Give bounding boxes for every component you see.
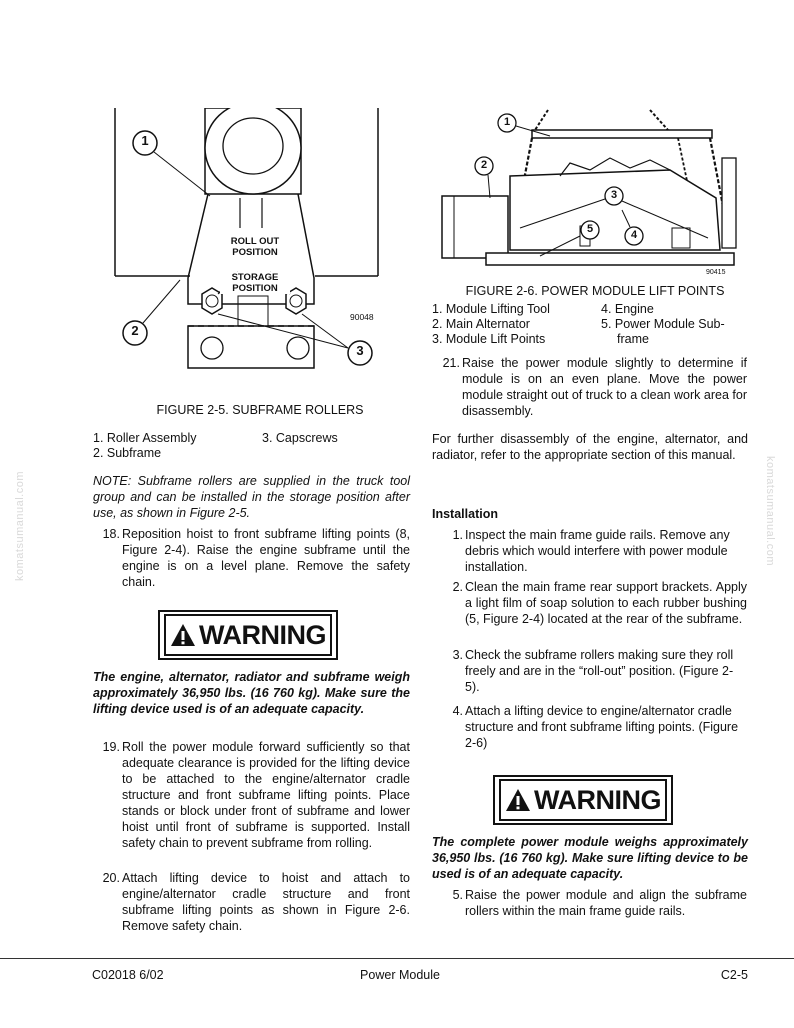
step-text: Reposition hoist to front subframe lifting points (8, Figure 2-4). Raise the engine subframe until the engine is on a level plane. Remove the safety chain. (122, 527, 410, 589)
installation-step-4 (452, 703, 747, 751)
step-number: 1. (452, 528, 463, 542)
step-text: Raise the power module and align the subframe rollers within the main frame guide rails. (465, 888, 747, 918)
warning-triangle-icon (505, 788, 531, 812)
figure-code: 90415 (706, 269, 726, 276)
step-18 (102, 526, 410, 590)
watermark-right: komatsumanual.com (764, 456, 776, 566)
step-text: Attach a lifting device to engine/alternator cradle structure and front subframe lifting points. (Figure 2-6) (465, 704, 739, 750)
step-19 (102, 739, 410, 851)
step-21 (442, 355, 747, 419)
step-number: 4. (452, 704, 463, 718)
note-subframe-rollers: NOTE: Subframe rollers are supplied in the truck tool group and can be installed in the storage position after use, as shown in Figure 2-5. (93, 474, 410, 520)
roll-out-position-label: POSITION (220, 247, 290, 258)
installation-step-3 (452, 647, 747, 695)
power-module-lift-illustration (440, 108, 750, 280)
step-text: Check the subframe rollers making sure they roll freely and are in the “roll-out” position. (Figure 2-5). (465, 648, 734, 694)
figure-2-6-legend-item-2: 2. Main Alternator (432, 317, 530, 331)
footer-page-number: C2-5 (720, 968, 748, 982)
watermark-left: komatsumanual.com (14, 471, 26, 581)
storage-position-label: POSITION (220, 283, 290, 294)
figure-2-5-legend-item-2: 2. Subframe (93, 446, 162, 460)
installation-step-1 (452, 527, 747, 575)
callout-3: 3 (610, 189, 618, 201)
installation-heading: Installation (432, 507, 498, 521)
step-text: Inspect the main frame guide rails. Remove any debris which would interfere with power module installation. (465, 528, 730, 574)
warning-label: WARNING (534, 784, 661, 815)
footer-section-title: Power Module (360, 968, 440, 982)
figure-2-5-legend-item-3: 3. Capscrews (262, 431, 338, 445)
figure-2-6 (440, 108, 750, 280)
step-text: Roll the power module forward sufficiently so that adequate clearance is provided for the lifting device to be attached to the engine/alternator cradle structure and front subframe lifting points. Place stands or block under front of subframe and lower hoist until front of subframe is supported. Install safety chain to prevent subframe from rolling. (122, 740, 410, 850)
callout-3: 3 (356, 343, 364, 358)
callout-2: 2 (480, 159, 488, 171)
step-text: Clean the main frame rear support brackets. Apply a light film of soap solution to each rubber bushing (5, Figure 2-4) located at the rear of the subframe. (465, 580, 747, 626)
figure-2-5-legend-item-1: 1. Roller Assembly (93, 431, 197, 445)
warning-triangle-icon (170, 623, 196, 647)
warning-2-text: The complete power module weighs approximately 36,950 lbs. (16 760 kg). Make sure lifting device to be used is of an adequate capacity. (432, 835, 748, 881)
installation-step-5 (452, 887, 747, 919)
step-number: 21. (442, 356, 460, 370)
step-20 (102, 870, 410, 934)
warning-box-1 (158, 610, 338, 660)
callout-1: 1 (141, 133, 149, 148)
warning-1-text: The engine, alternator, radiator and subframe weigh approximately 36,950 lbs. (16 760 kg). Make sure the lifting device used is of an adequate capacity. (93, 670, 410, 716)
further-disassembly-paragraph: For further disassembly of the engine, alternator, and radiator, refer to the appropriate section of this manual. (432, 432, 748, 462)
callout-2: 2 (131, 323, 139, 338)
figure-2-6-legend-item-5-cont: frame (617, 332, 649, 346)
figure-code: 90048 (350, 312, 374, 322)
step-text: Attach lifting device to hoist and attach to engine/alternator cradle structure and front subframe lifting points as shown in Figure 2-6. Remove safety chain. (122, 871, 410, 933)
step-number: 20. (102, 871, 120, 885)
installation-step-2 (452, 579, 747, 627)
warning-box-2 (493, 775, 673, 825)
step-number: 3. (452, 648, 463, 662)
callout-5: 5 (586, 223, 594, 235)
callout-1: 1 (503, 116, 511, 128)
footer-rule (0, 958, 794, 959)
step-number: 18. (102, 527, 120, 541)
figure-2-6-legend-item-3: 3. Module Lift Points (432, 332, 546, 346)
figure-2-5 (110, 108, 410, 370)
footer-doc-code: C02018 6/02 (92, 968, 164, 982)
step-number: 2. (452, 580, 463, 594)
step-number: 19. (102, 740, 120, 754)
figure-2-6-legend-item-5: 5. Power Module Sub- (601, 317, 725, 331)
callout-4: 4 (630, 229, 638, 241)
figure-2-5-caption: FIGURE 2-5. SUBFRAME ROLLERS (156, 403, 364, 417)
roll-out-label: ROLL OUT (220, 236, 290, 247)
warning-label: WARNING (199, 619, 326, 650)
storage-label: STORAGE (220, 272, 290, 283)
step-text: Raise the power module slightly to determine if module is on an even plane. Move the power module straight out of truck to a clean work area for disassembly. (462, 356, 747, 418)
figure-2-6-legend-item-4: 4. Engine (601, 302, 654, 316)
step-number: 5. (452, 888, 463, 902)
figure-2-6-legend-item-1: 1. Module Lifting Tool (432, 302, 550, 316)
figure-2-6-caption: FIGURE 2-6. POWER MODULE LIFT POINTS (465, 284, 725, 298)
